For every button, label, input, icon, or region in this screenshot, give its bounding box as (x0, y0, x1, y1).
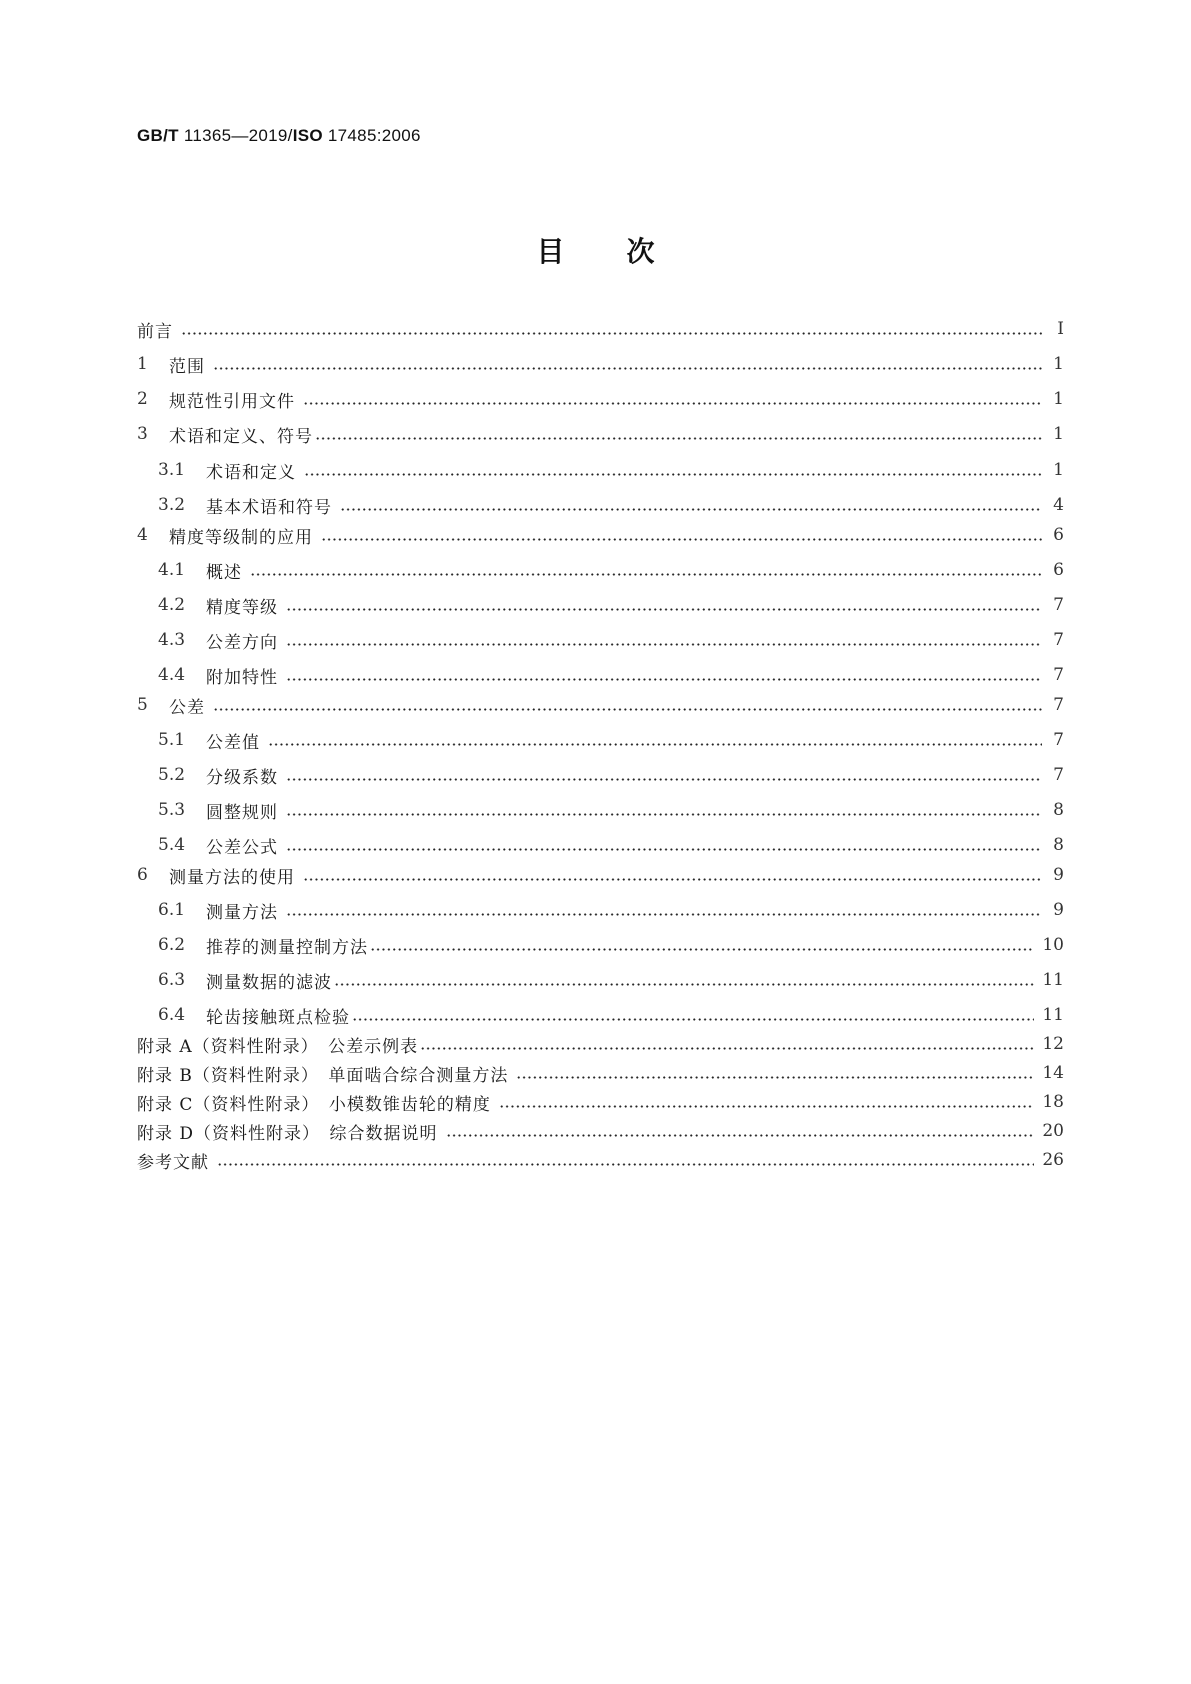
toc-entry-number: 2 (137, 389, 148, 409)
toc-entry-page: 8 (1053, 835, 1064, 855)
toc-entry-1[interactable] (137, 351, 1064, 377)
toc-entry-page: 1 (1053, 460, 1064, 480)
toc-entry-text: 圆整规则 (206, 802, 278, 823)
toc-leader-dots (340, 508, 1042, 511)
toc-entry-text: 分级系数 (206, 767, 278, 788)
toc-entry-number: 4 (137, 525, 148, 545)
toc-entry-number: 3.1 (158, 460, 186, 480)
toc-leader-dots (286, 848, 1042, 851)
toc-leader-dots (286, 813, 1042, 816)
toc-entry-number: 4.1 (158, 560, 186, 580)
toc-leader-dots (303, 878, 1042, 881)
toc-entry-4[interactable] (137, 522, 1064, 548)
toc-leader-dots (352, 1018, 1034, 1021)
standard-prefix-iso: ISO (292, 126, 323, 145)
toc-leader-dots (250, 573, 1042, 576)
toc-entry-number: 6 (137, 865, 148, 885)
toc-leader-dots (286, 608, 1042, 611)
toc-leader-dots (213, 367, 1042, 370)
toc-entry-page: 11 (1042, 970, 1064, 990)
toc-entry-3[interactable] (137, 421, 1064, 447)
toc-entry-number: 5.1 (158, 730, 186, 750)
toc-entry-3-2[interactable] (137, 492, 1064, 518)
toc-leader-dots (334, 983, 1034, 986)
toc-entry-text: 公差值 (206, 732, 260, 753)
toc-entry-page: 4 (1053, 495, 1064, 515)
toc-entry-5[interactable] (137, 692, 1064, 718)
toc-leader-dots (303, 402, 1042, 405)
toc-entry-text: 术语和定义、符号 (169, 426, 313, 447)
toc-entry-text: 术语和定义 (206, 462, 296, 483)
toc-entry-page: 7 (1053, 595, 1064, 615)
toc-leader-dots (286, 643, 1042, 646)
toc-entry-bibliography[interactable] (137, 1147, 1064, 1173)
toc-entry-text: 公差公式 (206, 837, 278, 858)
toc-entry-appendix-c[interactable] (137, 1089, 1064, 1115)
toc-entry-page: 18 (1042, 1092, 1064, 1112)
toc-entry-number: 6.4 (158, 1005, 186, 1025)
toc-entry-text: 附加特性 (206, 667, 278, 688)
toc-leader-dots (370, 948, 1034, 951)
toc-entry-5-4[interactable] (137, 832, 1064, 858)
toc-entry-text: 测量数据的滤波 (206, 972, 332, 993)
toc-entry-number: 5.4 (158, 835, 186, 855)
toc-entry-number: 3 (137, 424, 148, 444)
toc-entry-number: 5.2 (158, 765, 186, 785)
toc-entry-text: 规范性引用文件 (169, 391, 295, 412)
toc-entry-number: 1 (137, 354, 148, 374)
toc-entry-4-1[interactable] (137, 557, 1064, 583)
toc-entry-5-3[interactable] (137, 797, 1064, 823)
toc-leader-dots (516, 1076, 1034, 1079)
toc-entry-number: 6.3 (158, 970, 186, 990)
toc-entry-page: Ⅰ (1057, 319, 1064, 339)
toc-entry-page: 10 (1042, 935, 1064, 955)
toc-entry-appendix-a[interactable] (137, 1031, 1064, 1057)
standard-number-header (137, 126, 421, 146)
toc-entry-appendix-d[interactable] (137, 1118, 1064, 1144)
toc-entry-6-1[interactable] (137, 897, 1064, 923)
toc-entry-text: 附录 B（资料性附录） 单面啮合综合测量方法 (137, 1065, 509, 1086)
toc-entry-page: 9 (1053, 900, 1064, 920)
toc-entry-page: 1 (1053, 424, 1064, 444)
toc-entry-text: 前言 (137, 321, 173, 342)
toc-leader-dots (286, 678, 1042, 681)
toc-leader-dots (321, 538, 1042, 541)
toc-entry-text: 精度等级 (206, 597, 278, 618)
page-title: 目次 (536, 235, 717, 268)
standard-code-gbt: 11365—2019/ (183, 126, 293, 145)
toc-entry-text: 基本术语和符号 (206, 497, 332, 518)
toc-entry-text: 公差方向 (206, 632, 278, 653)
toc-entry-page: 14 (1042, 1063, 1064, 1083)
toc-entry-page: 7 (1053, 765, 1064, 785)
toc-entry-text: 精度等级制的应用 (169, 527, 313, 548)
toc-leader-dots (213, 708, 1042, 711)
toc-leader-dots (304, 473, 1042, 476)
toc-entry-text: 附录 D（资料性附录） 综合数据说明 (137, 1123, 438, 1144)
toc-entry-page: 26 (1042, 1150, 1064, 1170)
toc-entry-number: 4.2 (158, 595, 186, 615)
toc-entry-page: 8 (1053, 800, 1064, 820)
toc-entry-6-4[interactable] (137, 1002, 1064, 1028)
toc-entry-number: 4.3 (158, 630, 186, 650)
toc-leader-dots (315, 437, 1042, 440)
toc-entry-foreword[interactable] (137, 316, 1064, 342)
toc-entry-6-2[interactable] (137, 932, 1064, 958)
toc-leader-dots (499, 1105, 1034, 1108)
toc-entry-text: 附录 A（资料性附录） 公差示例表 (137, 1036, 419, 1057)
toc-entry-3-1[interactable] (137, 457, 1064, 483)
toc-entry-page: 1 (1053, 389, 1064, 409)
toc-entry-page: 1 (1053, 354, 1064, 374)
toc-leader-dots (420, 1047, 1034, 1050)
toc-leader-dots (286, 913, 1042, 916)
toc-leader-dots (446, 1134, 1035, 1137)
toc-entry-text: 概述 (206, 562, 242, 583)
toc-entry-page: 6 (1053, 525, 1064, 545)
toc-entry-4-4[interactable] (137, 662, 1064, 688)
toc-entry-number: 5 (137, 695, 148, 715)
toc-entry-appendix-b[interactable] (137, 1060, 1064, 1086)
toc-leader-dots (286, 778, 1042, 781)
toc-entry-2[interactable] (137, 386, 1064, 412)
toc-entry-page: 9 (1053, 865, 1064, 885)
toc-entry-page: 12 (1042, 1034, 1064, 1054)
toc-leader-dots (181, 332, 1042, 335)
toc-entry-4-2[interactable] (137, 592, 1064, 618)
toc-entry-number: 5.3 (158, 800, 186, 820)
toc-entry-text: 轮齿接触斑点检验 (206, 1007, 350, 1028)
toc-entry-5-2[interactable] (137, 762, 1064, 788)
toc-entry-page: 11 (1042, 1005, 1064, 1025)
toc-leader-dots (268, 743, 1042, 746)
toc-entry-page: 7 (1053, 695, 1064, 715)
toc-entry-page: 6 (1053, 560, 1064, 580)
toc-leader-dots (217, 1163, 1034, 1166)
toc-entry-6[interactable] (137, 862, 1064, 888)
toc-entry-text: 测量方法 (206, 902, 278, 923)
standard-prefix-gbt: GB/T (137, 126, 179, 145)
standard-code-iso: 17485:2006 (327, 126, 421, 145)
toc-entry-text: 附录 C（资料性附录） 小模数锥齿轮的精度 (137, 1094, 491, 1115)
toc-entry-page: 7 (1053, 730, 1064, 750)
toc-entry-page: 7 (1053, 630, 1064, 650)
toc-entry-text: 范围 (169, 356, 205, 377)
toc-entry-6-3[interactable] (137, 967, 1064, 993)
toc-entry-number: 6.2 (158, 935, 186, 955)
toc-entry-5-1[interactable] (137, 727, 1064, 753)
toc-entry-4-3[interactable] (137, 627, 1064, 653)
toc-entry-text: 公差 (169, 697, 205, 718)
toc-entry-number: 6.1 (158, 900, 186, 920)
toc-entry-number: 3.2 (158, 495, 186, 515)
toc-entry-page: 7 (1053, 665, 1064, 685)
toc-entry-number: 4.4 (158, 665, 186, 685)
toc-entry-page: 20 (1042, 1121, 1064, 1141)
toc-entry-text: 测量方法的使用 (169, 867, 295, 888)
toc-entry-text: 推荐的测量控制方法 (206, 937, 368, 958)
toc-entry-text: 参考文献 (137, 1152, 209, 1173)
